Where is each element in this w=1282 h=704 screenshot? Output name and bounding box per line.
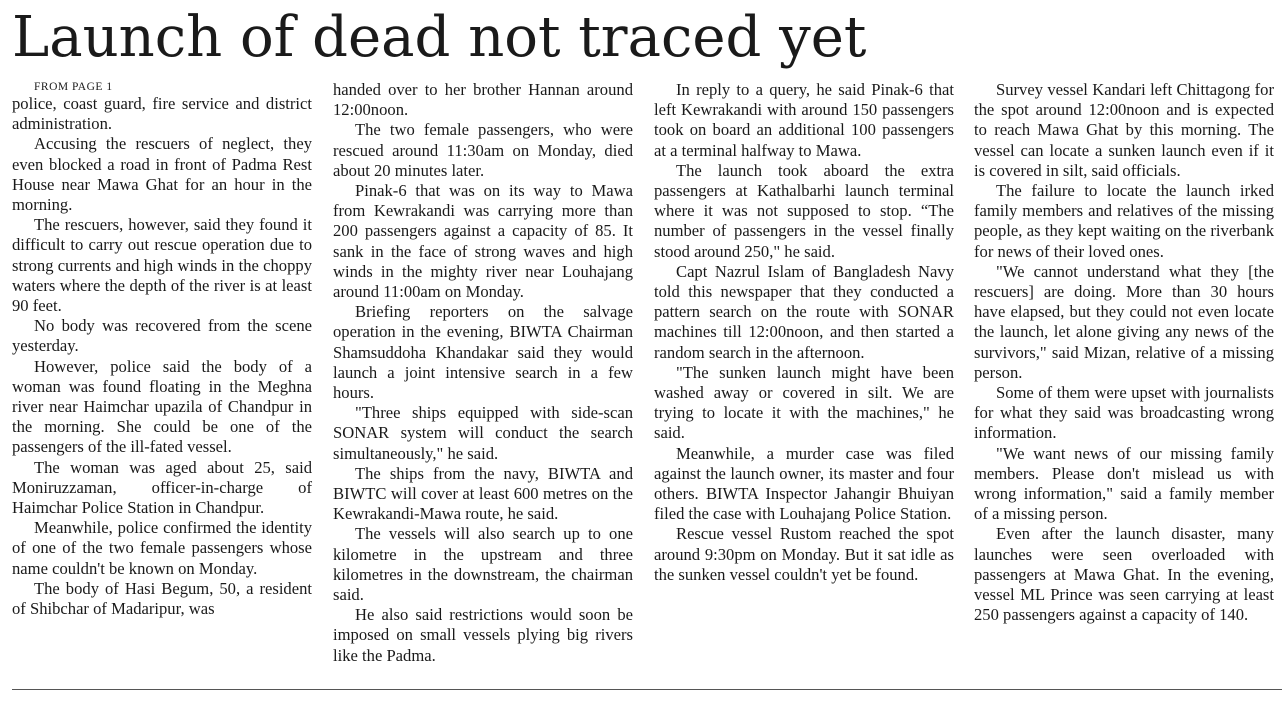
paragraph: Some of them were upset with journalists for what they said was broadcasting wrong information. <box>974 383 1274 443</box>
paragraph: police, coast guard, fire service and district administration. <box>12 94 312 134</box>
paragraph: However, police said the body of a woman was found floating in the Meghna river near Haimchar upazila of Chandpur in the morning. She could be one of the passengers of the ill-fated vessel. <box>12 356 312 457</box>
paragraph: "We want news of our missing family members. Please don't mislead us with wrong information," said a family member of a missing person. <box>974 443 1274 524</box>
article-column-4 <box>974 80 1274 625</box>
paragraph: Capt Nazrul Islam of Bangladesh Navy told this newspaper that they conducted a pattern search on the route with SONAR machines till 12:00noon, and then started a random search in the afternoon. <box>654 261 954 362</box>
article-column-1 <box>12 80 312 619</box>
paragraph: The woman was aged about 25, said Moniruzzaman, officer-in-charge of Haimchar Police Station in Chandpur. <box>12 457 312 518</box>
paragraph: The launch took aboard the extra passengers at Kathalbarhi launch terminal where it was not supposed to stop. “The number of passengers in the vessel finally stood around 250," he said. <box>654 160 954 261</box>
article-column-2 <box>333 80 633 666</box>
paragraph: "The sunken launch might have been washed away or covered in silt. We are trying to locate it with the machines," he said. <box>654 362 954 443</box>
paragraph: Survey vessel Kandari left Chittagong for the spot around 12:00noon and is expected to reach Mawa Ghat by this morning. The vessel can locate a sunken launch even if it is covered in silt, said officials. <box>974 80 1274 180</box>
paragraph: Accusing the rescuers of neglect, they even blocked a road in front of Padma Rest House near Mawa Ghat for an hour in the morning. <box>12 134 312 215</box>
paragraph: Meanwhile, police confirmed the identity of one of the two female passengers whose name couldn't be known on Monday. <box>12 518 312 578</box>
paragraph: In reply to a query, he said Pinak-6 that left Kewrakandi with around 150 passengers took on board an additional 100 passengers at a terminal halfway to Mawa. <box>654 80 954 160</box>
paragraph: No body was recovered from the scene yesterday. <box>12 316 312 356</box>
paragraph: The rescuers, however, said they found it difficult to carry out rescue operation due to strong currents and high winds in the choppy waters where the depth of the river is at least 90 feet. <box>12 215 312 316</box>
article-column-3 <box>654 80 954 585</box>
paragraph: Meanwhile, a murder case was filed against the launch owner, its master and four others. BIWTA Inspector Jahangir Bhuiyan filed the case with Louhajang Police Station. <box>654 443 954 524</box>
paragraph: Briefing reporters on the salvage operation in the evening, BIWTA Chairman Shamsuddoha Khandakar said they would launch a joint intensive search in a few hours. <box>333 302 633 403</box>
paragraph: The ships from the navy, BIWTA and BIWTC will cover at least 600 metres on the Kewrakandi-Mawa route, he said. <box>333 463 633 524</box>
paragraph: handed over to her brother Hannan around 12:00noon. <box>333 80 633 120</box>
continuation-kicker: FROM PAGE 1 <box>34 81 113 93</box>
paragraph: He also said restrictions would soon be imposed on small vessels plying big rivers like the Padma. <box>333 605 633 665</box>
paragraph: "We cannot understand what they [the rescuers] are doing. More than 30 hours have elapsed, but they could not even locate the launch, let alone giving any news of the survivors," said Mizan, relative of a missing person. <box>974 261 1274 382</box>
paragraph: Even after the launch disaster, many launches were seen overloaded with passengers at Mawa Ghat. In the evening, vessel ML Prince was seen carrying at least 250 passengers against a capacity of 140. <box>974 524 1274 625</box>
paragraph: The body of Hasi Begum, 50, a resident of Shibchar of Madaripur, was <box>12 578 312 619</box>
paragraph: Pinak-6 that was on its way to Mawa from Kewrakandi was carrying more than 200 passengers against a capacity of 85. It sank in the face of strong waves and high winds in the mighty river near Louhajang around 11:00am on Monday. <box>333 181 633 302</box>
paragraph: "Three ships equipped with side-scan SONAR system will conduct the search simultaneously," he said. <box>333 403 633 463</box>
bottom-rule <box>12 689 1282 690</box>
paragraph: Rescue vessel Rustom reached the spot around 9:30pm on Monday. But it sat idle as the sunken vessel couldn't yet be found. <box>654 524 954 584</box>
headline: Launch of dead not traced yet <box>12 5 867 70</box>
paragraph: The two female passengers, who were rescued around 11:30am on Monday, died about 20 minutes later. <box>333 120 633 180</box>
paragraph: The vessels will also search up to one kilometre in the upstream and three kilometres in the downstream, the chairman said. <box>333 524 633 605</box>
paragraph: The failure to locate the launch irked family members and relatives of the missing people, as they kept waiting on the riverbank for news of their loved ones. <box>974 181 1274 261</box>
